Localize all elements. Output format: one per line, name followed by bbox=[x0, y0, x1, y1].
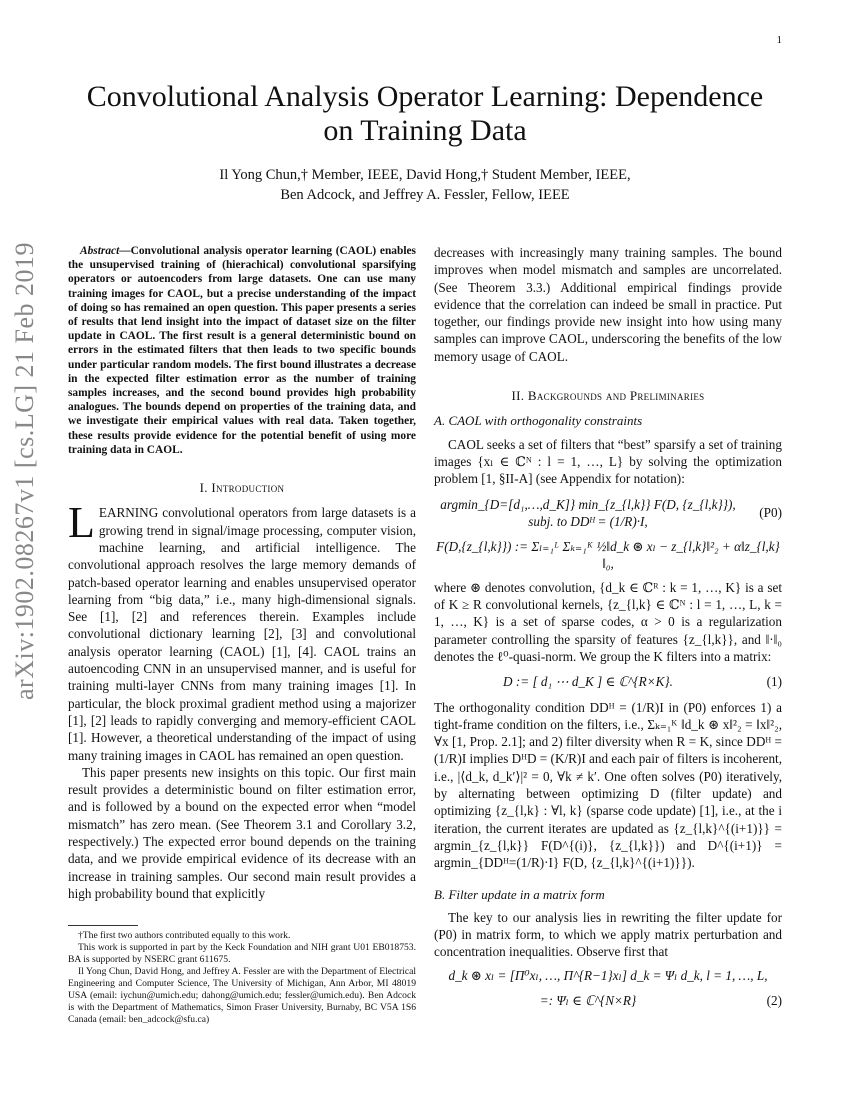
footnote-rule bbox=[68, 925, 138, 926]
page-number: 1 bbox=[776, 34, 782, 46]
authors-line-1: Il Yong Chun,† Member, IEEE, David Hong,† Student Member, IEEE, bbox=[219, 167, 631, 183]
filter-update-paragraph: The key to our analysis lies in rewriting the filter update for (P0) in matrix form, to which we apply matrix perturbation and concentration inequalities. Observe first that bbox=[434, 909, 782, 960]
footnote-funding: This work is supported in part by the Keck Foundation and NIH grant U01 EB018753. BA is supported by NSERC grant 611675. bbox=[68, 942, 416, 965]
subsection-b-heading: B. Filter update in a matrix form bbox=[434, 886, 605, 902]
equation-p0 bbox=[434, 496, 782, 531]
equation-2 bbox=[434, 992, 782, 1009]
right-column bbox=[434, 244, 782, 1017]
section-background-heading: II. Backgrounds and Preliminaries bbox=[511, 388, 705, 404]
drop-cap: L bbox=[68, 498, 95, 548]
intro-paragraph-2: This paper presents new insights on this topic. Our first main result provides a deterministic bound on filter estimation error, and is followed by a bound on the expected error when “model mismatch” has zero mean. (See Theorem 3.1 and Corollary 3.2, respectively.) The expected error bound depends on the training data, and we provide empirical evidence of its decrease with an increase in training samples. Our second main result provides a high probability bound that explicitly bbox=[68, 764, 416, 901]
footnote-equal-contribution: †The first two authors contributed equally to this work. bbox=[78, 930, 291, 941]
right-paragraph-continued: decreases with increasingly many training samples. The bound improves when model mismatch and samples are uncorrelated. (See Theorem 3.3.) Additional empirical findings provide evidence that the correlation can indeed be small in practice. Put together, our findings provide new insight into how using many samples can improve CAOL, underscoring the benefits of the low memory usage of CAOL. bbox=[434, 245, 782, 364]
equation-1-body: D := [ d₁ ⋯ d_K ] ∈ ℂ^{R×K}. bbox=[503, 674, 673, 690]
caol-paragraph-3: The orthogonality condition DDᴴ = (1/R)I in (P0) enforces 1) a tight-frame condition on the filters, i.e., Σₖ₌₁ᴷ ‖d_k ⊛ x‖²₂ = ‖x‖²₂, ∀x [1, Prop. 2.1]; and 2) filter diversity when R = K, since DDᴴ = (1/R)I implies DᴴD = (K/R)I and each pair of filters is incoherent, i.e., |⟨d_k, d_k′⟩|² = 0, ∀k ≠ k′. One often solves (P0) iteratively, by alternating between optimizing D (filter update) and optimizing {z_{l,k} : ∀l, k} (sparse code update) [1], i.e., at the i iteration, the current iterates are updated as {z_{l,k}^{(i+1)}} = argmin_{z_{l,k}} F(D^{(i)}, {z_{l,k}}) and D^{(i+1)} = argmin_{DDᴴ=(1/R)·I} F(D, {z_{l,k}^{(i+1)}}). bbox=[434, 699, 782, 871]
equation-2-line-1: d_k ⊛ xₗ = [Π⁰xₗ, …, Π^{R−1}xₗ] d_k = Ψₗ d_k, l = 1, …, L, bbox=[448, 967, 768, 983]
equation-p0-body: argmin_{D=[d₁,…,d_K]} min_{z_{l,k}} F(D, {z_{l,k}}), subj. to DDᴴ = (1/R)·I, bbox=[440, 496, 736, 529]
equation-2-line-2: =: Ψₗ ∈ ℂ^{N×R} bbox=[539, 992, 637, 1008]
equation-objective: F(D,{z_{l,k}}) := Σₗ₌₁ᴸ Σₖ₌₁ᴷ ½‖d_k ⊛ xₗ − z_{l,k}‖²₂ + α‖z_{l,k}‖₀, bbox=[436, 539, 780, 572]
left-column bbox=[68, 244, 416, 902]
subsection-a-heading: A. CAOL with orthogonality constraints bbox=[434, 413, 643, 429]
equation-1 bbox=[434, 673, 782, 690]
footnote-affiliations: Il Yong Chun, David Hong, and Jeffrey A. Fessler are with the Department of Electrical Engineering and Computer Science, The University of Michigan, Ann Arbor, MI 48019 USA (email: iychun@umich.edu; dahong@umich.edu; fessler@umich.edu). Ben Adcock is with the Department of Mathematics, Simon Fraser University, Burnaby, BC V5A 1S6 Canada (email: ben_adcock@sfu.ca) bbox=[68, 966, 416, 1025]
section-introduction-heading: I. Introduction bbox=[199, 480, 285, 496]
paper-title: Convolutional Analysis Operator Learning: Dependence on Training Data bbox=[86, 80, 764, 147]
abstract bbox=[68, 244, 416, 457]
equation-p0-number: (P0) bbox=[759, 505, 782, 521]
equation-1-number: (1) bbox=[766, 674, 782, 690]
authors-line-2: Ben Adcock, and Jeffrey A. Fessler, Fellow, IEEE bbox=[280, 187, 570, 203]
author-list bbox=[100, 165, 750, 205]
caol-paragraph-1: CAOL seeks a set of filters that “best” sparsify a set of training images {xₗ ∈ ℂᴺ : l = 1, …, L} by solving the optimization problem [1, §II-A] (see Appendix for notation): bbox=[434, 436, 782, 487]
caol-paragraph-2: where ⊛ denotes convolution, {d_k ∈ ℂᴿ : k = 1, …, K} is a set of K ≥ R convolutional kernels, {z_{l,k} ∈ ℂᴺ : l = 1, …, L, k = 1, …, K} is a set of sparse codes, α > 0 is a regularization parameter controlling the sparsity of features {z_{l,k}}, and ‖·‖₀ denotes the ℓ⁰-quasi-norm. We group the K filters into a matrix: bbox=[434, 579, 782, 664]
abstract-label: Abstract bbox=[80, 245, 120, 257]
intro-paragraph-1 bbox=[68, 498, 416, 763]
arxiv-stamp: arXiv:1902.08267v1 [cs.LG] 21 Feb 2019 bbox=[10, 241, 39, 700]
footnotes bbox=[68, 925, 416, 1026]
equation-2-number: (2) bbox=[766, 992, 782, 1008]
abstract-text: —Convolutional analysis operator learning (CAOL) enables the unsupervised training of (hierachical) convolutional sparsifying operators or autoencoders from large datasets. One can use many training images for CAOL, but a precise understanding of the impact of doing so has remained an open question. This paper presents a series of results that lend insight into the impact of dataset size on the filter update in CAOL. The first result is a general deterministic bound on errors in the estimated filters that then leads to two specific bounds under particular random models. The first bound illustrates a decrease in the expected filter estimation error as the number of training samples increases, and the second bound provides high probability analogues. The bounds depend on properties of the training data, and we investigate their empirical values with real data. Taken together, these results provide evidence for the potential benefit of using more training data in CAOL. bbox=[68, 245, 416, 456]
intro-paragraph-1-text: EARNING convolutional operators from large datasets is a growing trend in signal/image processing, computer vision, machine learning, and artificial intelligence. The convolutional approach resolves the large memory demands of patch-based operator learning and enables unsupervised operator learning from “big data,” i.e., many high-dimensional signals. See [1], [2] and references therein. Examples include convolutional dictionary learning [2], [3] and convolutional analysis operator learning (CAOL) [1], [4]. CAOL trains an autoencoding CNN in an unsupervised manner, and is useful for training multi-layer CNNs from many training images [1]. In particular, the block proximal gradient method using a majorizer [1], [2] leads to rapidly converging and memory-efficient CAOL [1]. However, a theoretical understanding of the impact of using many training images in CAOL has remained an open question. bbox=[68, 505, 416, 763]
